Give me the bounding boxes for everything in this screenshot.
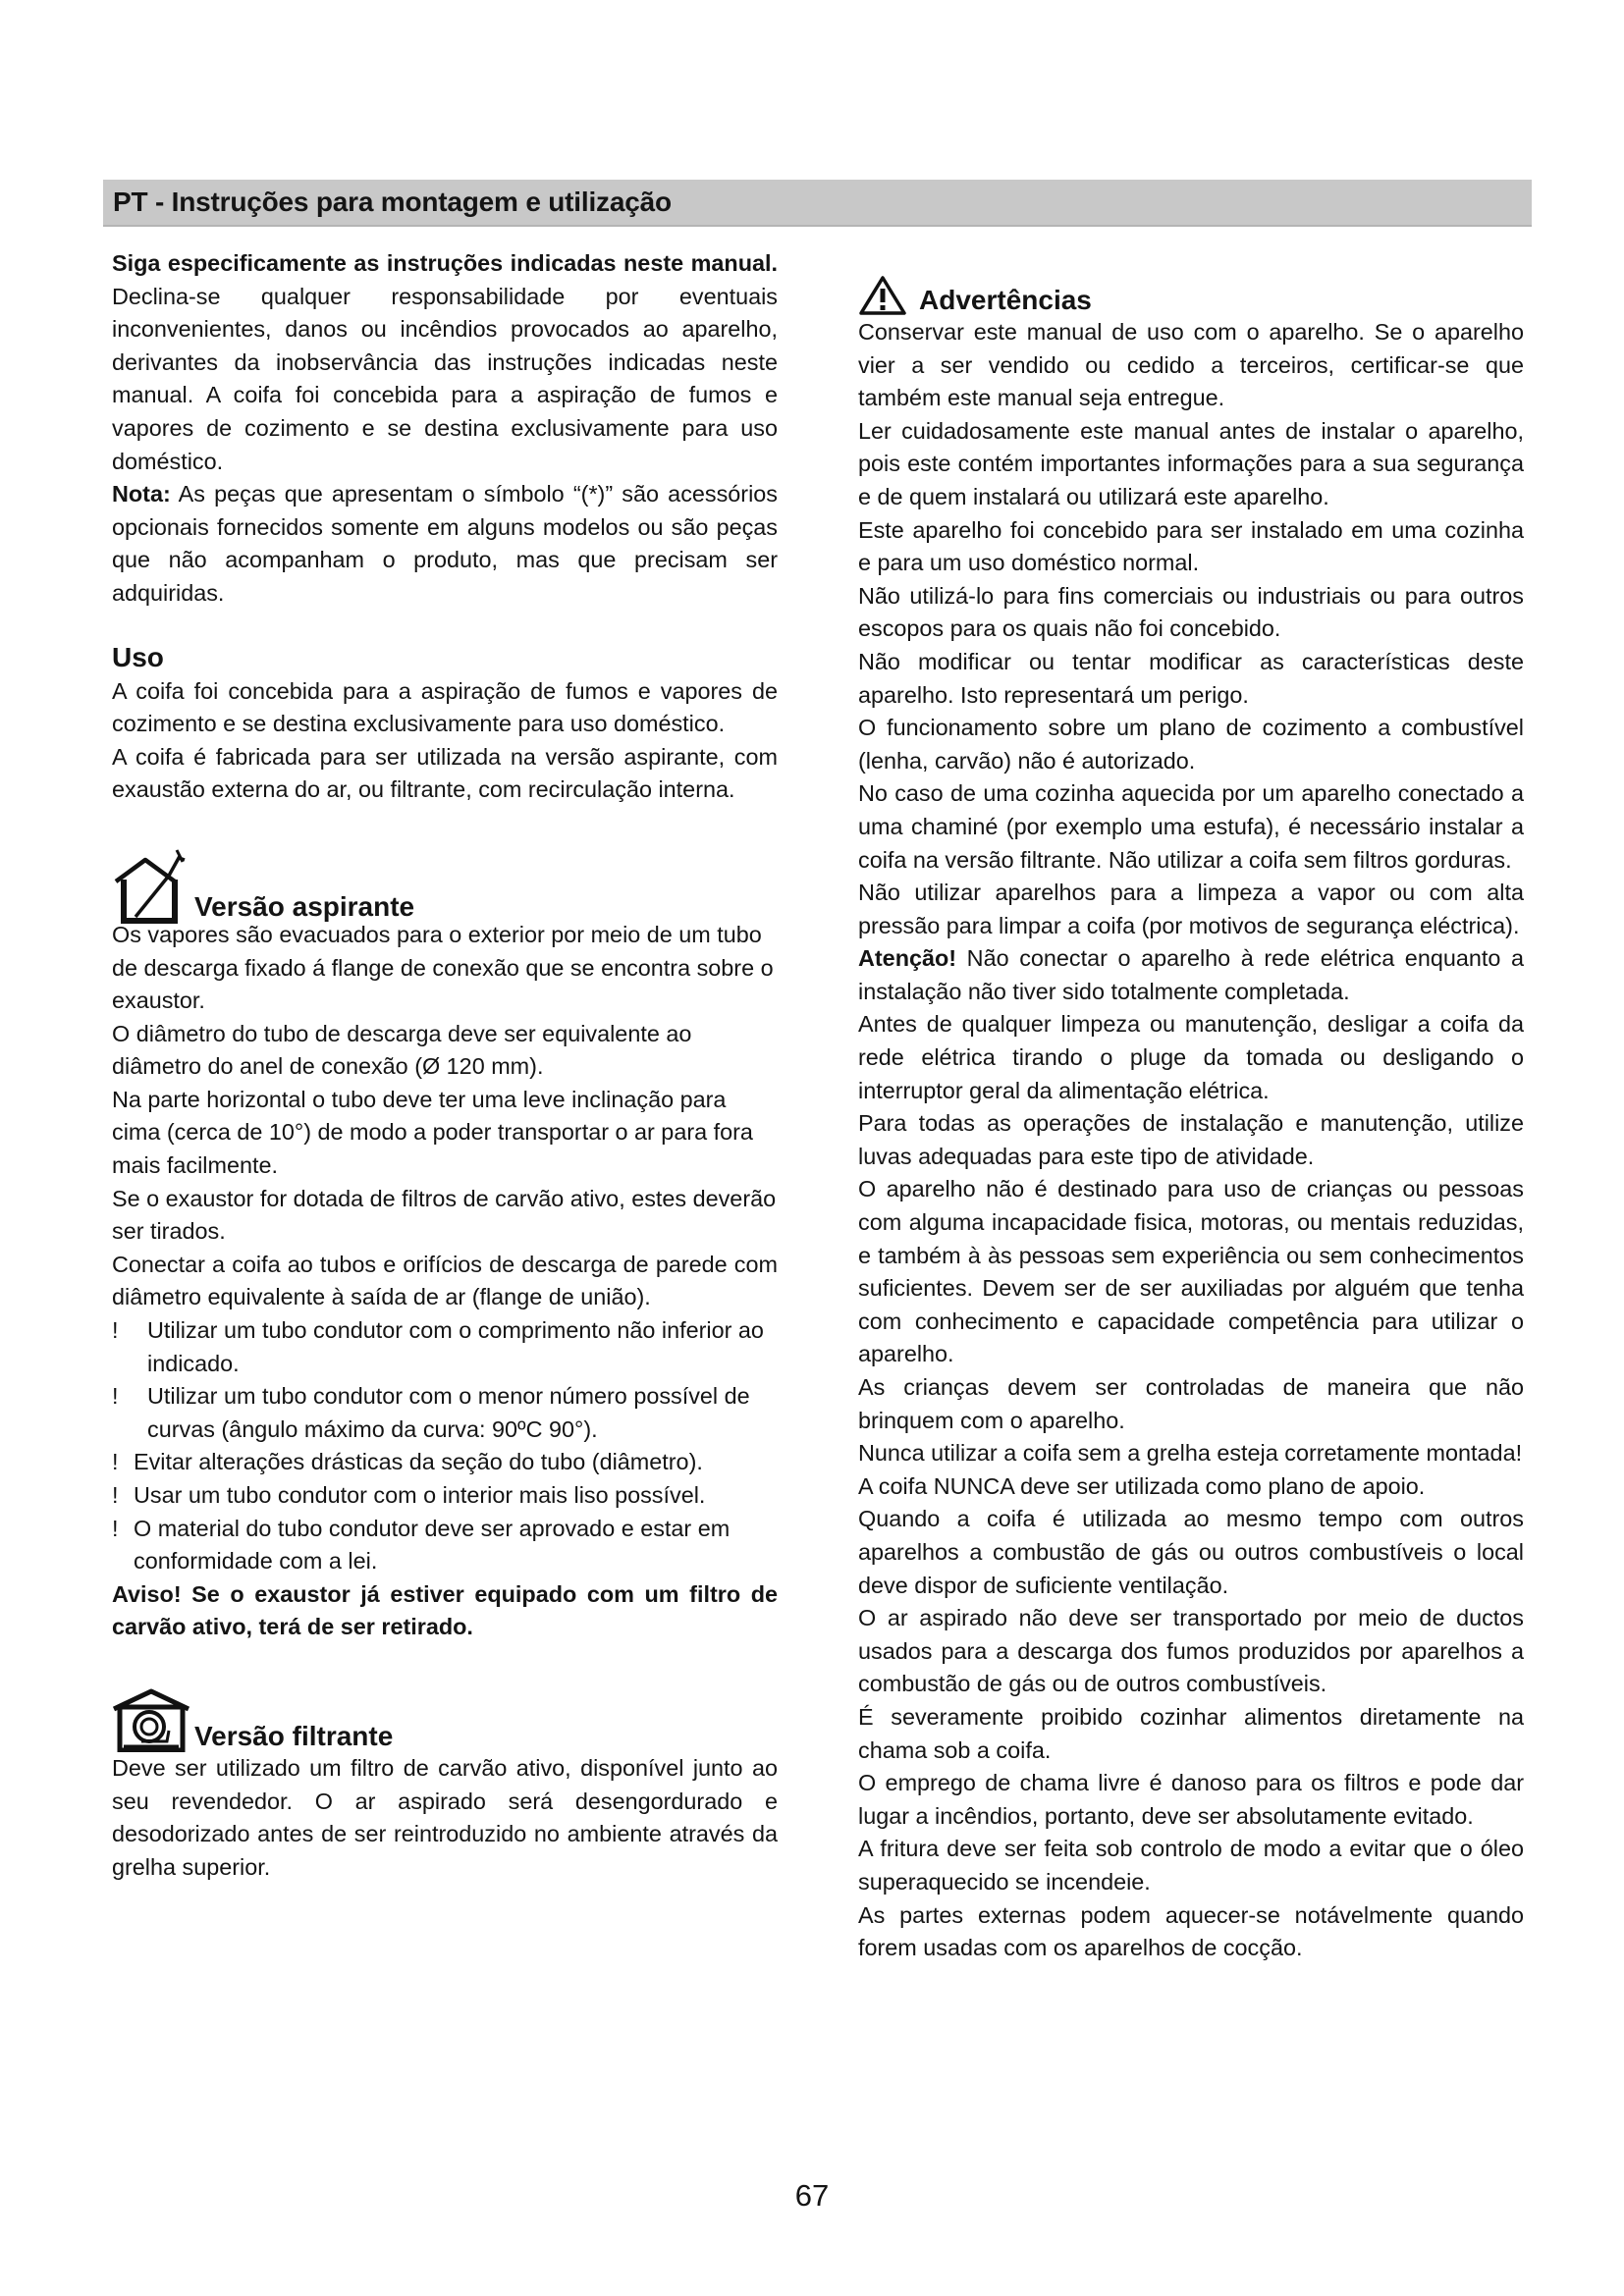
bullet-mark: !: [112, 1317, 119, 1344]
advertencias-heading: Advertências: [919, 285, 1092, 315]
intro-rest: Declina-se qualquer responsabilidade por eventuais inconvenientes, danos ou incêndios provocados ao aparelho, derivantes da inobservância das instruções indicadas neste manual. A coifa foi concebida para a aspiração de fumos e vapores de cozimento e se destina exclusivamente para uso doméstico.: [112, 283, 778, 474]
filtrante-paragraph-1: Deve ser utilizado um filtro de carvão ativo, disponível junto ao seu revendedor. O ar aspirado será desengordurado e desodorizado antes de ser reintroduzido no ambiente através da grelha superior.: [112, 1754, 778, 1880]
aspirante-header: [112, 846, 778, 922]
bullet-text: Usar um tubo condutor com o interior mais liso possível.: [134, 1482, 706, 1508]
aspirante-paragraph-2: O diâmetro do tubo de descarga deve ser equivalente ao diâmetro do anel de conexão (Ø 120 mm).: [112, 1020, 692, 1080]
list-item: [112, 1479, 778, 1513]
bullet-mark: !: [112, 1515, 119, 1541]
aspirante-paragraph-1: Os vapores são evacuados para o exterior por meio de um tubo de descarga fixado á flange de conexão que se encontra sobre o exaustor.: [112, 921, 774, 1014]
uso-paragraph-1: A coifa foi concebida para a aspiração de fumos e vapores de cozimento e se destina exclusivamente para uso doméstico.: [112, 677, 778, 737]
bullet-mark: !: [112, 1482, 119, 1508]
advert-paragraph: Ler cuidadosamente este manual antes de instalar o aparelho, pois este contém importantes informações para a sua segurança e de quem instalará ou utilizará este aparelho.: [858, 417, 1524, 509]
house-recirculation-icon: [112, 1687, 190, 1752]
advert-paragraph: As partes externas podem aquecer-se notávelmente quando forem usadas com os aparelhos de cocção.: [858, 1901, 1524, 1961]
filtrante-heading: Versão filtrante: [194, 1720, 394, 1751]
advert-paragraph: Nunca utilizar a coifa sem a grelha esteja corretamente montada!: [858, 1440, 1523, 1467]
advert-paragraph: Não utilizar aparelhos para a limpeza a vapor ou com alta pressão para limpar a coifa (por motivos de segurança eléctrica).: [858, 880, 1524, 938]
advert-paragraph: Para todas as operações de instalação e manutenção, utilize luvas adequadas para este tipo de atividade.: [858, 1110, 1524, 1169]
atencao-paragraph: [858, 942, 1524, 1008]
list-item: [112, 1380, 778, 1446]
advert-paragraph: A coifa NUNCA deve ser utilizada como plano de apoio.: [858, 1472, 1426, 1499]
advert-paragraph: O aparelho não é destinado para uso de crianças ou pessoas com alguma incapacidade fisica, motoras, ou mentais reduzidas, e também à às pessoas sem experiência ou sem conhecimentos suficientes. Devem ser de ser auxiliadas por alguém que tenha com conhecimento e capacidade competência para utilizar o aparelho.: [858, 1176, 1524, 1367]
advert-paragraph: Antes de qualquer limpeza ou manutenção, desligar a coifa da rede elétrica tirando o pluge da tomada ou desligando o interruptor geral da alimentação elétrica.: [858, 1011, 1524, 1103]
advert-paragraph: A fritura deve ser feita sob controlo de modo a evitar que o óleo superaquecido se incendeie.: [858, 1836, 1524, 1895]
bullet-mark: !: [112, 1449, 119, 1475]
intro-paragraph: [112, 247, 778, 478]
warning-triangle-icon: [858, 275, 907, 316]
advert-paragraph: As crianças devem ser controladas de maneira que não brinquem com o aparelho.: [858, 1374, 1524, 1433]
aspirante-paragraph-3: Na parte horizontal o tubo deve ter uma leve inclinação para cima (cerca de 10°) de modo a poder transportar o ar para fora mais facilmente.: [112, 1086, 753, 1179]
aspirante-paragraph-4: Se o exaustor for dotada de filtros de carvão ativo, estes deverão ser tirados.: [112, 1185, 777, 1245]
aspirante-paragraph-5: Conectar a coifa ao tubos e orifícios de descarga de parede com diâmetro equivalente à saída de ar (flange de união).: [112, 1251, 778, 1310]
advert-paragraph: O ar aspirado não deve ser transportado por meio de ductos usados para a descarga dos fumos produzidos por aparelhos a combustão de gás ou de outros combustíveis.: [858, 1605, 1524, 1697]
bullet-text: Evitar alterações drásticas da seção do tubo (diâmetro).: [134, 1449, 703, 1475]
list-item: [112, 1513, 778, 1578]
atencao-text: Não conectar o aparelho à rede elétrica enquanto a instalação não tiver sido totalmente completada.: [858, 945, 1524, 1004]
advert-paragraph: No caso de uma cozinha aquecida por um aparelho conectado a uma chaminé (por exemplo uma estufa), é necessário instalar a coifa na versão filtrante. Não utilizar a coifa sem filtros gorduras.: [858, 780, 1524, 873]
nota-label: Nota:: [112, 481, 171, 507]
aviso-paragraph: Aviso! Se o exaustor já estiver equipado com um filtro de carvão ativo, terá de ser retirado.: [112, 1580, 778, 1640]
advert-paragraph: Este aparelho foi concebido para ser instalado em uma cozinha e para um uso doméstico normal.: [858, 516, 1524, 576]
list-item: [112, 1446, 778, 1479]
bullet-text: Utilizar um tubo condutor com o menor número possível de curvas (ângulo máximo da curva: 90ºC 90°).: [147, 1383, 750, 1442]
bullet-text: Utilizar um tubo condutor com o comprimento não inferior ao indicado.: [147, 1317, 764, 1376]
advertencias-header: [858, 277, 1524, 316]
aspirante-heading: Versão aspirante: [194, 890, 415, 922]
bullet-text: O material do tubo condutor deve ser aprovado e estar em conformidade com a lei.: [134, 1515, 731, 1575]
advert-paragraph: Conservar este manual de uso com o aparelho. Se o aparelho vier a ser vendido ou cedido a terceiros, certificar-se que também este manual seja entregue.: [858, 319, 1524, 411]
nota-paragraph: [112, 478, 778, 610]
list-item: [112, 1314, 778, 1380]
filtrante-header: [112, 1687, 778, 1752]
advert-paragraph: Quando a coifa é utilizada ao mesmo tempo com outros aparelhos a combustão de gás ou outros combustíveis o local deve dispor de suficiente ventilação.: [858, 1506, 1524, 1598]
advert-paragraph: O funcionamento sobre um plano de cozimento a combustível (lenha, carvão) não é autorizado.: [858, 715, 1524, 774]
advert-paragraph: É severamente proibido cozinhar alimentos diretamente na chama sob a coifa.: [858, 1703, 1524, 1763]
page-title: PT - Instruções para montagem e utilização: [113, 187, 672, 217]
section-banner: [103, 180, 1532, 227]
intro-lead: Siga especificamente as instruções indicadas neste manual.: [112, 250, 778, 276]
left-column: [112, 247, 778, 1884]
advert-paragraph: Não utilizá-lo para fins comerciais ou industriais ou para outros escopos para os quais não foi concebido.: [858, 582, 1524, 642]
house-chimney-icon: [112, 846, 190, 925]
bullet-mark: !: [112, 1383, 119, 1410]
uso-paragraph-2: A coifa é fabricada para ser utilizada na versão aspirante, com exaustão externa do ar, ou filtrante, com recirculação interna.: [112, 743, 778, 803]
uso-heading: Uso: [112, 641, 164, 672]
advert-paragraph: O emprego de chama livre é danoso para os filtros e pode dar lugar a incêndios, portanto, deve ser absolutamente evitado.: [858, 1770, 1524, 1829]
right-column: [858, 277, 1524, 1965]
atencao-label: Atenção!: [858, 945, 957, 972]
advert-paragraph: Não modificar ou tentar modificar as características deste aparelho. Isto representará um perigo.: [858, 648, 1524, 708]
page-number: 67: [794, 2178, 830, 2213]
nota-text: As peças que apresentam o símbolo “(*)” são acessórios opcionais fornecidos somente em alguns modelos ou são peças que não acompanham o produto, mas que precisam ser adquiridas.: [112, 481, 778, 606]
